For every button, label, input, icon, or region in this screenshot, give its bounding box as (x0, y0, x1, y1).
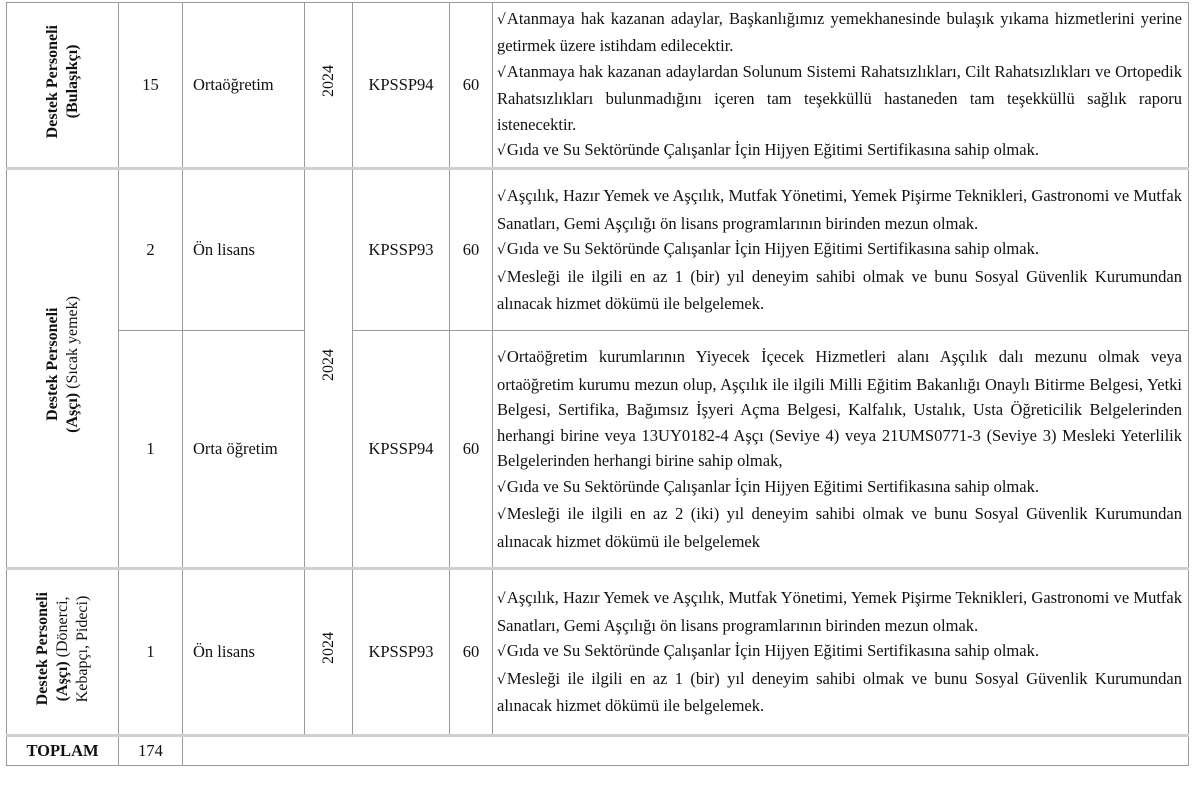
condition-item: √Atanmaya hak kazanan adaylardan Solunum Sistemi Rahatsızlıkları, Cilt Rahatsızlıkları ve Ortopedik Rahatsızlıkları bulunmadığını içeren tam teşekküllü hastaneden tam teşekküllü sağlık raporu istenecektir. (497, 61, 1182, 134)
total-empty-cell (183, 736, 1189, 766)
condition-item: √Gıda ve Su Sektöründe Çalışanlar İçin Hijyen Eğitimi Sertifikasına sahip olmak. (497, 239, 1039, 259)
year-cell: 2024 (305, 569, 353, 736)
check-icon: √ (497, 11, 506, 28)
check-icon: √ (497, 350, 506, 366)
kpss-cell: KPSSP94 (353, 3, 450, 169)
count-cell: 2 (119, 169, 183, 331)
table-row (7, 3, 1189, 169)
education-cell: Orta öğretim (183, 331, 305, 569)
table-row (7, 569, 1189, 736)
condition-item: √Aşçılık, Hazır Yemek ve Aşçılık, Mutfak Yönetimi, Yemek Pişirme Teknikleri, Gastronomi ve Mutfak Sanatları, Gemi Aşçılığı ön lisans programlarının birinden mezun olmak. (497, 588, 1182, 635)
check-icon: √ (497, 269, 506, 286)
score-cell: 60 (450, 331, 493, 569)
position-title: Destek Personeli (Aşçı) (Sıcak yemek) (43, 296, 81, 434)
education-cell: Ön lisans (183, 569, 305, 736)
conditions-cell (493, 3, 1189, 169)
condition-item: √Gıda ve Su Sektöründe Çalışanlar İçin Hijyen Eğitimi Sertifikasına sahip olmak. (497, 641, 1039, 661)
condition-item: √Mesleği ile ilgili en az 1 (bir) yıl deneyim sahibi olmak ve bunu Sosyal Güvenlik Kurumundan alınacak hizmet dökümü ile belgelemek. (497, 668, 1182, 716)
score-cell: 60 (450, 3, 493, 169)
conditions-cell (493, 331, 1189, 569)
condition-item: √Gıda ve Su Sektöründe Çalışanlar İçin Hijyen Eğitimi Sertifikasına sahip olmak. (497, 476, 1039, 496)
condition-item: √Ortaöğretim kurumlarının Yiyecek İçecek Hizmetleri alanı Aşçılık dalı mezunu olmak veya ortaöğretim kurumu mezun olup, Aşçılık ile ilgili Milli Eğitim Bakanlığı Onaylı Bitirme Belgesi, Yetki Belgesi, Sertifika, Bağımsız İşyeri Açma Belgesi, Kalfalık, Ustalık, Usta Öğreticilik Belgelerinden herhangi birine veya 13UY0182-4 Aşçı (Seviye 4) veya 21UMS0771-3 (Seviye 3) Mesleki Yeterlilik Belgelerinden herhangi birine sahip olmak, (497, 347, 1182, 470)
total-label: TOPLAM (7, 736, 119, 766)
count-cell: 1 (119, 569, 183, 736)
position-title: Destek Personeli (Bulaşıkçı) (43, 24, 81, 138)
check-icon: √ (497, 644, 506, 661)
condition-item: √Aşçılık, Hazır Yemek ve Aşçılık, Mutfak Yönetimi, Yemek Pişirme Teknikleri, Gastronomi ve Mutfak Sanatları, Gemi Aşçılığı ön lisans programlarının birinden mezun olmak. (497, 186, 1182, 233)
total-value: 174 (119, 736, 183, 766)
year-cell: 2024 (305, 169, 353, 569)
position-title-cell (7, 569, 119, 736)
condition-item: √Gıda ve Su Sektöründe Çalışanlar İçin Hijyen Eğitimi Sertifikasına sahip olmak. (497, 140, 1039, 159)
positions-table (6, 2, 1189, 766)
check-icon: √ (497, 189, 506, 206)
check-icon: √ (497, 242, 506, 259)
check-icon: √ (497, 64, 506, 81)
education-cell: Ortaöğretim (183, 3, 305, 169)
education-cell: Ön lisans (183, 169, 305, 331)
condition-item: √Atanmaya hak kazanan adaylar, Başkanlığımız yemekhanesinde bulaşık yıkama hizmetlerini yerine getirmek üzere istihdam edilecektir. (497, 8, 1182, 55)
score-cell: 60 (450, 169, 493, 331)
kpss-cell: KPSSP94 (353, 331, 450, 569)
position-title-cell (7, 169, 119, 569)
check-icon: √ (497, 671, 506, 688)
score-cell: 60 (450, 569, 493, 736)
kpss-cell: KPSSP93 (353, 569, 450, 736)
total-row (7, 736, 1189, 766)
condition-item: √Mesleği ile ilgili en az 1 (bir) yıl deneyim sahibi olmak ve bunu Sosyal Güvenlik Kurumundan alınacak hizmet dökümü ile belgelemek. (497, 266, 1182, 314)
check-icon: √ (497, 507, 506, 523)
conditions-cell (493, 169, 1189, 331)
condition-item: √Mesleği ile ilgili en az 2 (iki) yıl deneyim sahibi olmak ve bunu Sosyal Güvenlik Kurumundan alınacak hizmet dökümü ile belgelemek (497, 504, 1182, 551)
position-title: Destek Personeli (Aşçı) (Dönerci, Kebapçı, Pideci) (33, 591, 91, 705)
year-cell: 2024 (305, 3, 353, 169)
check-icon: √ (497, 143, 506, 159)
count-cell: 1 (119, 331, 183, 569)
position-title-cell (7, 3, 119, 169)
table-row (7, 169, 1189, 331)
count-cell: 15 (119, 3, 183, 169)
check-icon: √ (497, 591, 506, 608)
conditions-cell (493, 569, 1189, 736)
kpss-cell: KPSSP93 (353, 169, 450, 331)
check-icon: √ (497, 479, 506, 496)
table-row (7, 331, 1189, 569)
